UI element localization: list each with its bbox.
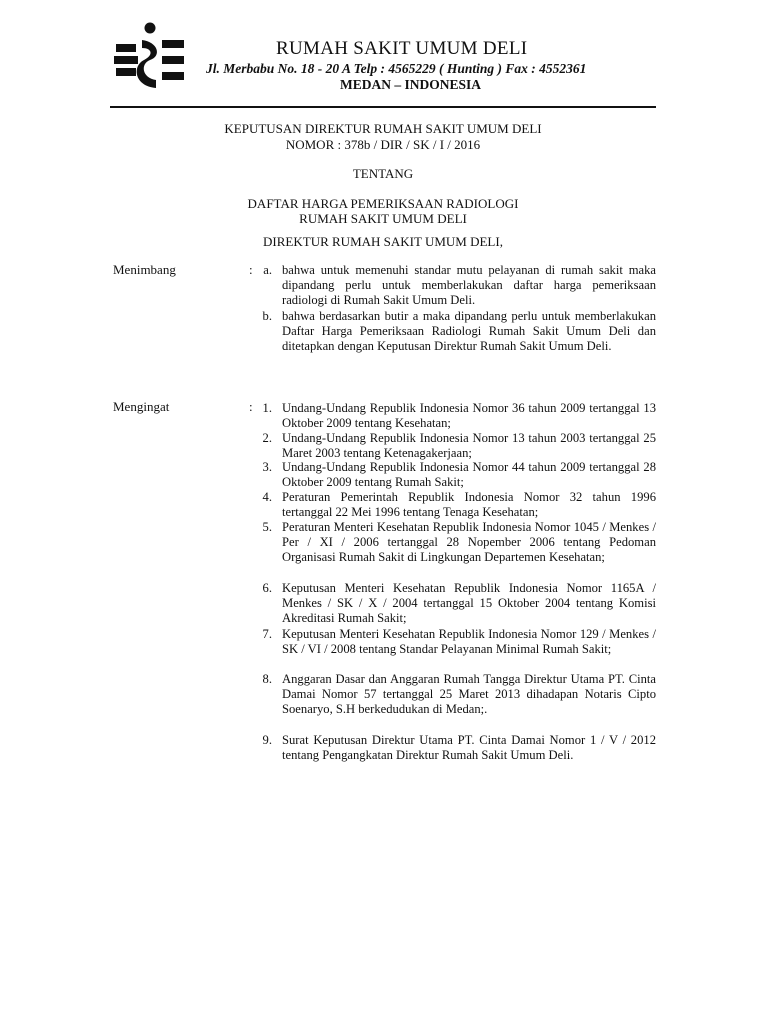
mengingat-item (250, 460, 656, 490)
item-marker: 8. (262, 672, 272, 686)
mengingat-item (250, 581, 656, 626)
menimbang-item (250, 309, 656, 354)
item-text: Undang-Undang Republik Indonesia Nomor 13 tahun 2003 tertanggal 25 Maret 2003 tentang Ketenagakerjaan; (282, 431, 656, 460)
decree-number: NOMOR : 378b / DIR / SK / I / 2016 (285, 137, 481, 152)
decree-subject-line2: RUMAH SAKIT UMUM DELI (299, 211, 467, 226)
menimbang-colon: : (249, 262, 253, 277)
hospital-address: Jl. Merbabu No. 18 - 20 A Telp : 4565229 ( Hunting ) Fax : 4552361 (206, 61, 587, 76)
item-text: Surat Keputusan Direktur Utama PT. Cinta Damai Nomor 1 / V / 2012 tentang Pengangkatan Direktur Rumah Sakit Umum Deli. (282, 733, 656, 762)
menimbang-item (250, 263, 656, 308)
item-text: Anggaran Dasar dan Anggaran Rumah Tangga Direktur Utama PT. Cinta Damai Nomor 57 tertanggal 25 Maret 2013 dihadapan Notaris Cipto Soenaryo, S.H berkedudukan di Medan;. (282, 672, 656, 716)
item-text: Peraturan Pemerintah Republik Indonesia Nomor 32 tahun 1996 tertanggal 22 Mei 1996 tentang Tenaga Kesehatan; (282, 490, 656, 519)
mengingat-item (250, 627, 656, 657)
item-marker: 2. (262, 431, 272, 445)
item-marker: 9. (262, 733, 272, 747)
mengingat-item (250, 520, 656, 565)
mengingat-item (250, 733, 656, 763)
decree-title: KEPUTUSAN DIREKTUR RUMAH SAKIT UMUM DELI (224, 121, 542, 136)
item-text: Keputusan Menteri Kesehatan Republik Indonesia Nomor 129 / Menkes / SK / VI / 2008 tentang Standar Pelayanan Minimal Rumah Sakit; (282, 627, 656, 656)
item-text: bahwa berdasarkan butir a maka dipandang perlu untuk memberlakukan Daftar Harga Pemeriksaan Radiologi Rumah Sakit Umum Deli dan ditetapkan dengan Keputusan Direktur Rumah Sakit Umum Deli. (282, 309, 656, 353)
hospital-city: MEDAN – INDONESIA (340, 77, 482, 92)
item-marker: 5. (262, 520, 272, 534)
item-text: Keputusan Menteri Kesehatan Republik Indonesia Nomor 1165A / Menkes / SK / X / 2004 tertanggal 15 Oktober 2004 tentang Komisi Akreditasi Rumah Sakit; (282, 581, 656, 625)
item-text: Undang-Undang Republik Indonesia Nomor 36 tahun 2009 tertanggal 13 Oktober 2009 tentang Kesehatan; (282, 401, 656, 430)
item-text: Undang-Undang Republik Indonesia Nomor 44 tahun 2009 tertanggal 28 Oktober 2009 tentang Rumah Sakit; (282, 460, 656, 489)
item-text: Peraturan Menteri Kesehatan Republik Indonesia Nomor 1045 / Menkes / Per / XI / 2006 tertanggal 28 Nopember 2006 tentang Pedoman Organisasi Rumah Sakit di Lingkungan Departemen Kesehatan; (282, 520, 656, 564)
item-marker: a. (263, 263, 272, 277)
mengingat-item (250, 431, 656, 461)
mengingat-item (250, 401, 656, 431)
item-marker: 7. (262, 627, 272, 641)
decree-issuer: DIREKTUR RUMAH SAKIT UMUM DELI, (263, 234, 503, 249)
item-text: bahwa untuk memenuhi standar mutu pelayanan di rumah sakit maka dipandang perlu untuk memberlakukan daftar harga pemeriksaan radiologi di Rumah Sakit Umum Deli. (282, 263, 656, 307)
mengingat-label: Mengingat (113, 399, 170, 414)
hospital-name: RUMAH SAKIT UMUM DELI (276, 38, 528, 59)
decree-subject-line1: DAFTAR HARGA PEMERIKSAAN RADIOLOGI (247, 196, 519, 211)
item-marker: 1. (262, 401, 272, 415)
item-marker: 3. (262, 460, 272, 474)
item-marker: 4. (262, 490, 272, 504)
item-marker: 6. (262, 581, 272, 595)
item-marker: b. (262, 309, 272, 323)
mengingat-colon: : (249, 399, 253, 414)
mengingat-item (250, 490, 656, 520)
letterhead-divider (110, 106, 656, 108)
mengingat-item (250, 672, 656, 717)
hospital-logo-icon (112, 22, 186, 92)
decree-about: TENTANG (352, 166, 414, 181)
menimbang-label: Menimbang (113, 262, 176, 277)
